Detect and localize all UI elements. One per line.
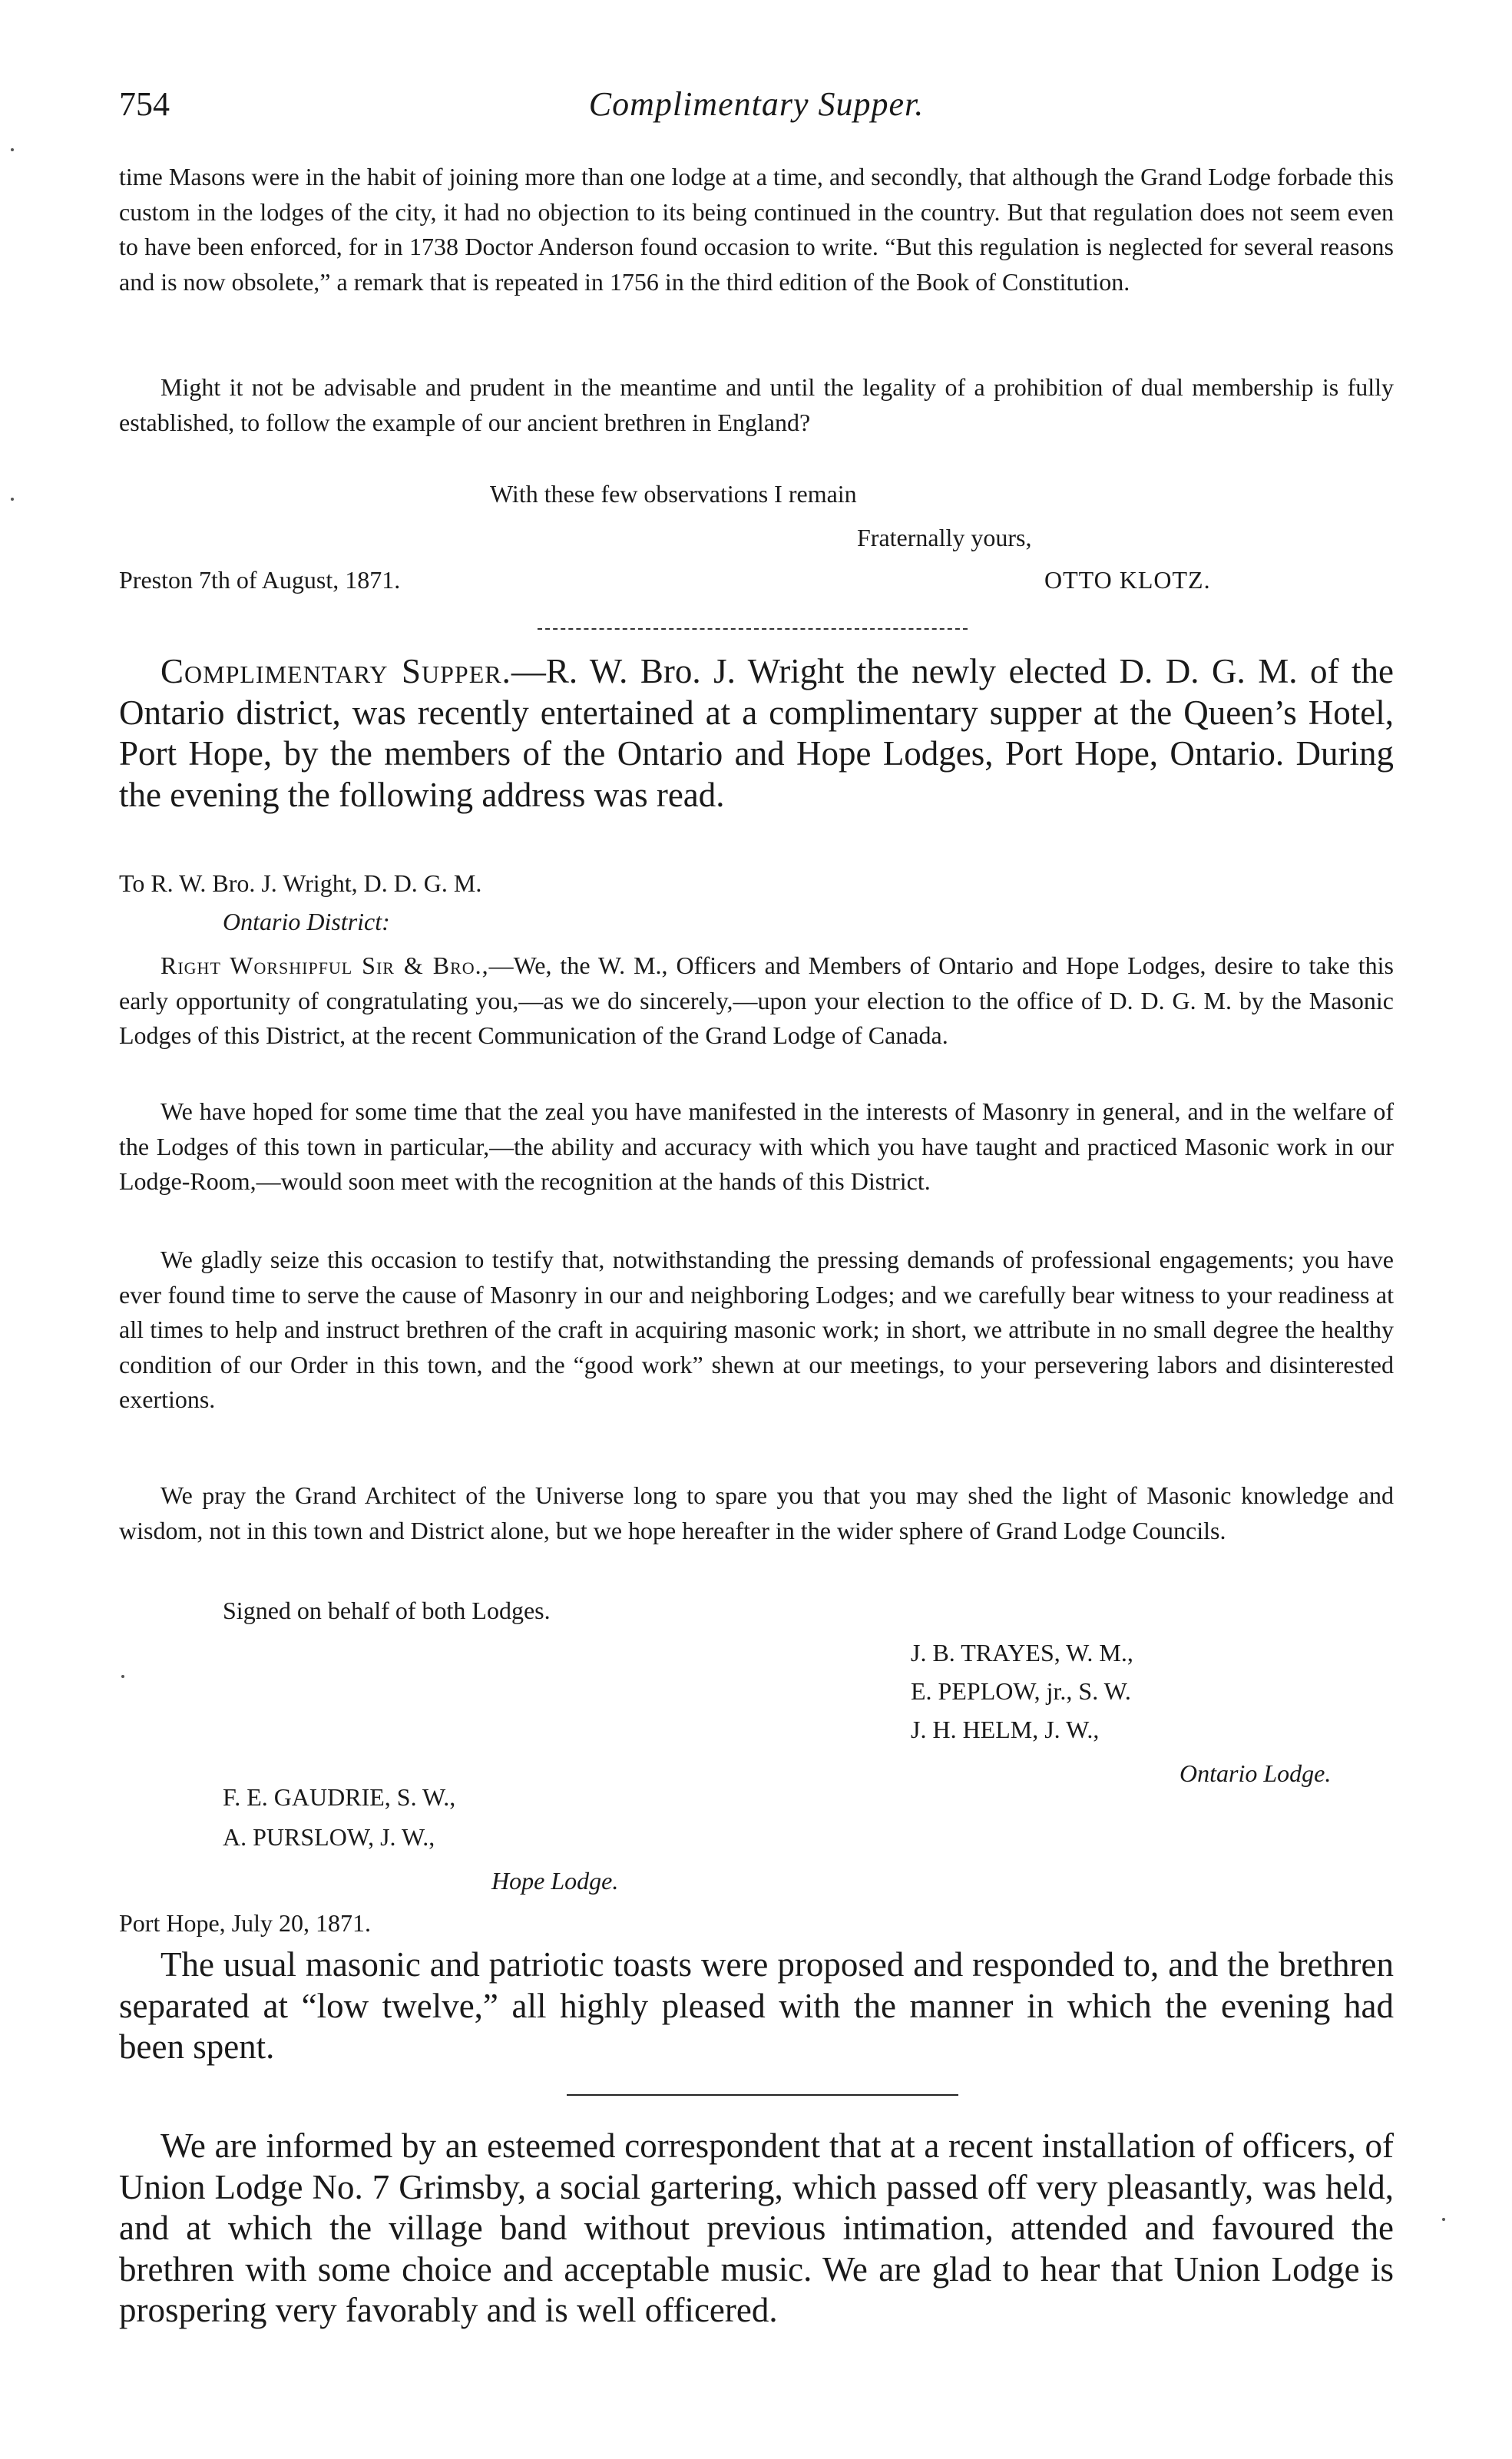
klotz-place-date: Preston 7th of August, 1871. [119,566,401,594]
address-place-date: Port Hope, July 20, 1871. [119,1909,371,1937]
ontario-signer: J. B. TRAYES, W. M., [911,1639,1133,1666]
klotz-signature: OTTO KLOTZ. [1044,566,1211,594]
page-number: 754 [119,85,170,123]
supper-intro [119,651,1394,816]
section-divider [538,628,968,630]
supper-intro-text: —R. W. Bro. J. Wright the newly elected D. D. G. M. of the Ontario district, was recently entertained at a complimentary supper at the Queen’s Hotel, Port Hope, by the members of the Ontario and Hope Lodges, Port Hope, Ontario. During the evening the following address was read. [119,652,1395,814]
union-lodge-note: We are informed by an esteemed correspondent that at a recent installation of officers, of Union Lodge No. 7 Grimsby, a social gartering, which passed off very pleasantly, was held, and at which the village band without previous intimation, attended and favoured the brethren with some choice and acceptable music. We are glad to hear that Union Lodge is prospering very favorably and is well officered. [119,2126,1394,2329]
page-header [119,84,1394,138]
address-paragraph-1 [119,948,1394,1054]
signed-note: Signed on behalf of both Lodges. [223,1597,551,1624]
margin-speck [11,498,14,501]
ontario-signer: J. H. HELM, J. W., [911,1716,1100,1743]
klotz-salutation: Fraternally yours, [857,524,1032,551]
ontario-lodge-label: Ontario Lodge. [1179,1759,1332,1787]
running-head: Complimentary Supper. [588,85,925,123]
address-paragraph-3: We gladly seize this occasion to testify that, notwithstanding the pressing demands of professional engagements; you have ever found time to serve the cause of Masonry in our and neighboring Lodges; and we carefully bear witness to your readiness at all times to help and instruct brethren of the craft in acquiring masonic work; in short, we attribute in no small degree the healthy condition of our Order in this town, and the “good work” shewn at our meetings, to your persevering labors and disinterested exertions. [119,1246,1394,1413]
address-paragraph-2: We have hoped for some time that the zeal you have manifested in the interests of Masonry in general, and in the welfare of the Lodges of this town in particular,—the ability and accuracy with which you have taught and practiced Masonic work in our Lodge-Room,—would soon meet with the recognition at the hands of this District. [119,1097,1394,1195]
ontario-signer: E. PEPLOW, jr., S. W. [911,1677,1131,1705]
address-salutation: Right Worshipful Sir & Bro., [160,951,489,979]
margin-speck [11,148,14,151]
hope-signer: A. PURSLOW, J. W., [223,1823,435,1851]
klotz-paragraph-2: Might it not be advisable and prudent in the meantime and until the legality of a prohibition of dual membership is fully established, to follow the example of our ancient brethren in England? [119,373,1394,436]
hope-signer: F. E. GAUDRIE, S. W., [223,1783,456,1811]
klotz-closing: With these few observations I remain [490,480,857,508]
margin-speck [1442,2218,1445,2221]
margin-speck [121,1675,124,1678]
address-paragraph-1-text: —We, the W. M., Officers and Members of Ontario and Hope Lodges, desire to take this early opportunity of congratulating you,—as we do sincerely,—upon your election to the office of D. D. G. M. by the Masonic Lodges of this District, at the recent Communication of the Grand Lodge of Canada. [119,951,1395,1049]
address-district: Ontario District: [223,908,390,935]
supper-lead-in: Complimentary Supper. [160,652,511,690]
hope-lodge-label: Hope Lodge. [491,1867,619,1895]
klotz-paragraph-1: time Masons were in the habit of joining more than one lodge at a time, and secondly, that although the Grand Lodge forbade this custom in the lodges of the city, it had no objection to its being continued in the country. But that regulation does not seem even to have been enforced, for in 1738 Doctor Anderson found occasion to write. “But this regulation is neglected for several reasons and is now obsolete,” a remark that is repeated in 1756 in the third edition of the Book of Constitution. [119,163,1394,296]
section-divider [567,2094,958,2096]
address-recipient: To R. W. Bro. J. Wright, D. D. G. M. [119,869,482,897]
supper-closing: The usual masonic and patriotic toasts were proposed and responded to, and the brethren separated at “low twelve,” all highly pleased with the manner in which the evening had been spent. [119,1945,1394,2066]
address-paragraph-4: We pray the Grand Architect of the Universe long to spare you that you may shed the light of Masonic knowledge and wisdom, not in this town and District alone, but we hope hereafter in the wider sphere of Grand Lodge Councils. [119,1481,1394,1544]
